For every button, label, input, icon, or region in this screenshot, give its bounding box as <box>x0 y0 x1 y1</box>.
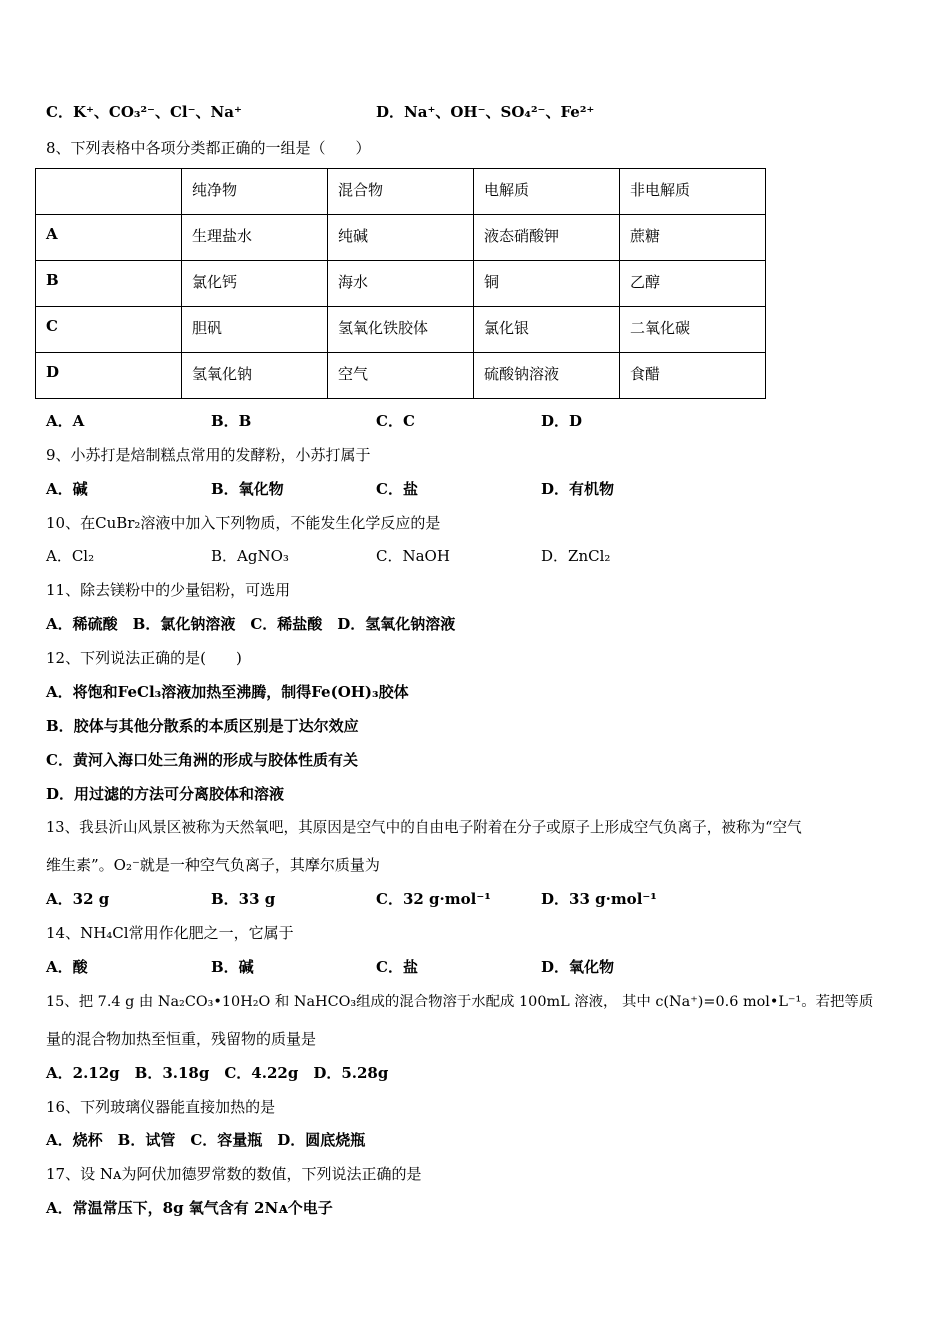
q7-option-d: D．Na⁺、OH⁻、SO₄²⁻、Fe²⁺ <box>376 103 595 121</box>
q13-stem-line2: 维生素”。O₂⁻就是一种空气负离子，其摩尔质量为 <box>46 856 380 874</box>
table-cell: 硫酸钠溶液 <box>474 353 620 399</box>
q11-stem: 11、除去镁粉中的少量铝粉，可选用 <box>46 581 291 599</box>
table-cell: 氢氧化钠 <box>182 353 328 399</box>
table-cell: 电解质 <box>474 169 620 215</box>
q14-option-d: D．氧化物 <box>541 958 615 976</box>
table-cell: 氢氧化铁胶体 <box>328 307 474 353</box>
table-cell: 纯碱 <box>328 215 474 261</box>
q7-option-c: C．K⁺、CO₃²⁻、Cl⁻、Na⁺ <box>46 103 242 121</box>
q12-stem: 12、下列说法正确的是( ) <box>46 649 242 667</box>
q14-option-b: B．碱 <box>211 958 254 976</box>
table-cell: 液态硝酸钾 <box>474 215 620 261</box>
q13-option-c: C．32 g·mol⁻¹ <box>376 890 491 908</box>
q11-options: A．稀硫酸 B．氯化钠溶液 C．稀盐酸 D．氢氧化钠溶液 <box>46 615 456 633</box>
q9-option-a: A．碱 <box>46 480 88 498</box>
q8-option-c: C．C <box>376 412 415 430</box>
table-cell: 海水 <box>328 261 474 307</box>
table-cell: 氯化钙 <box>182 261 328 307</box>
q13-option-b: B．33 g <box>211 890 276 908</box>
table-cell: D <box>36 353 182 399</box>
q10-option-d: D．ZnCl₂ <box>541 547 611 565</box>
q9-option-b: B．氧化物 <box>211 480 284 498</box>
classification-table <box>35 168 766 399</box>
q12-option-c: C．黄河入海口处三角洲的形成与胶体性质有关 <box>46 751 358 769</box>
q8-option-d: D．D <box>541 412 583 430</box>
table-cell: B <box>36 261 182 307</box>
table-cell: 生理盐水 <box>182 215 328 261</box>
q13-option-d: D．33 g·mol⁻¹ <box>541 890 657 908</box>
q17-option-a: A．常温常压下，8g 氧气含有 2Nᴀ个电子 <box>46 1199 333 1217</box>
q16-options: A．烧杯 B．试管 C．容量瓶 D．圆底烧瓶 <box>46 1131 366 1149</box>
q8-option-b: B．B <box>211 412 252 430</box>
table-cell <box>36 169 182 215</box>
q10-option-c: C．NaOH <box>376 547 450 565</box>
q15-stem-line2: 量的混合物加热至恒重，残留物的质量是 <box>46 1030 317 1048</box>
table-cell: C <box>36 307 182 353</box>
table-cell: 纯净物 <box>182 169 328 215</box>
q9-option-c: C．盐 <box>376 480 418 498</box>
q8-option-a: A．A <box>46 412 85 430</box>
table-header-row <box>36 169 766 215</box>
table-row <box>36 261 766 307</box>
q10-stem: 10、在CuBr₂溶液中加入下列物质，不能发生化学反应的是 <box>46 514 441 532</box>
q17-stem: 17、设 Nᴀ为阿伏加德罗常数的数值，下列说法正确的是 <box>46 1165 422 1183</box>
table-cell: 食醋 <box>620 353 766 399</box>
q13-option-a: A．32 g <box>46 890 110 908</box>
table-cell: 铜 <box>474 261 620 307</box>
table-cell: 蔗糖 <box>620 215 766 261</box>
table-cell: 二氧化碳 <box>620 307 766 353</box>
q9-stem: 9、小苏打是焙制糕点常用的发酵粉，小苏打属于 <box>46 446 371 464</box>
table-cell: 乙醇 <box>620 261 766 307</box>
q12-option-a: A．将饱和FeCl₃溶液加热至沸腾，制得Fe(OH)₃胶体 <box>46 683 409 701</box>
q12-option-d: D．用过滤的方法可分离胶体和溶液 <box>46 785 285 803</box>
q16-stem: 16、下列玻璃仪器能直接加热的是 <box>46 1098 276 1116</box>
table-cell: A <box>36 215 182 261</box>
table-row <box>36 307 766 353</box>
table-cell: 氯化银 <box>474 307 620 353</box>
table-cell: 胆矾 <box>182 307 328 353</box>
q15-options: A．2.12g B．3.18g C．4.22g D．5.28g <box>46 1064 389 1082</box>
table-cell: 混合物 <box>328 169 474 215</box>
table-row <box>36 215 766 261</box>
q9-option-d: D．有机物 <box>541 480 615 498</box>
q8-stem: 8、下列表格中各项分类都正确的一组是（ ） <box>46 139 371 157</box>
q12-option-b: B．胶体与其他分散系的本质区别是丁达尔效应 <box>46 717 359 735</box>
q14-option-a: A．酸 <box>46 958 88 976</box>
q13-stem-line1: 13、我县沂山风景区被称为天然氧吧，其原因是空气中的自由电子附着在分子或原子上形成空气负离子，被称为“空气 <box>46 819 802 836</box>
table-row <box>36 353 766 399</box>
q15-stem-line1: 15、把 7.4 g 由 Na₂CO₃•10H₂O 和 NaHCO₃组成的混合物溶于水配成 100mL 溶液， 其中 c(Na⁺)=0.6 mol•L⁻¹。若把等质 <box>46 994 874 1010</box>
q10-option-a: A．Cl₂ <box>46 547 95 565</box>
table-cell: 非电解质 <box>620 169 766 215</box>
q14-option-c: C．盐 <box>376 958 418 976</box>
q10-option-b: B．AgNO₃ <box>211 547 289 565</box>
table-cell: 空气 <box>328 353 474 399</box>
q14-stem: 14、NH₄Cl常用作化肥之一，它属于 <box>46 924 294 942</box>
